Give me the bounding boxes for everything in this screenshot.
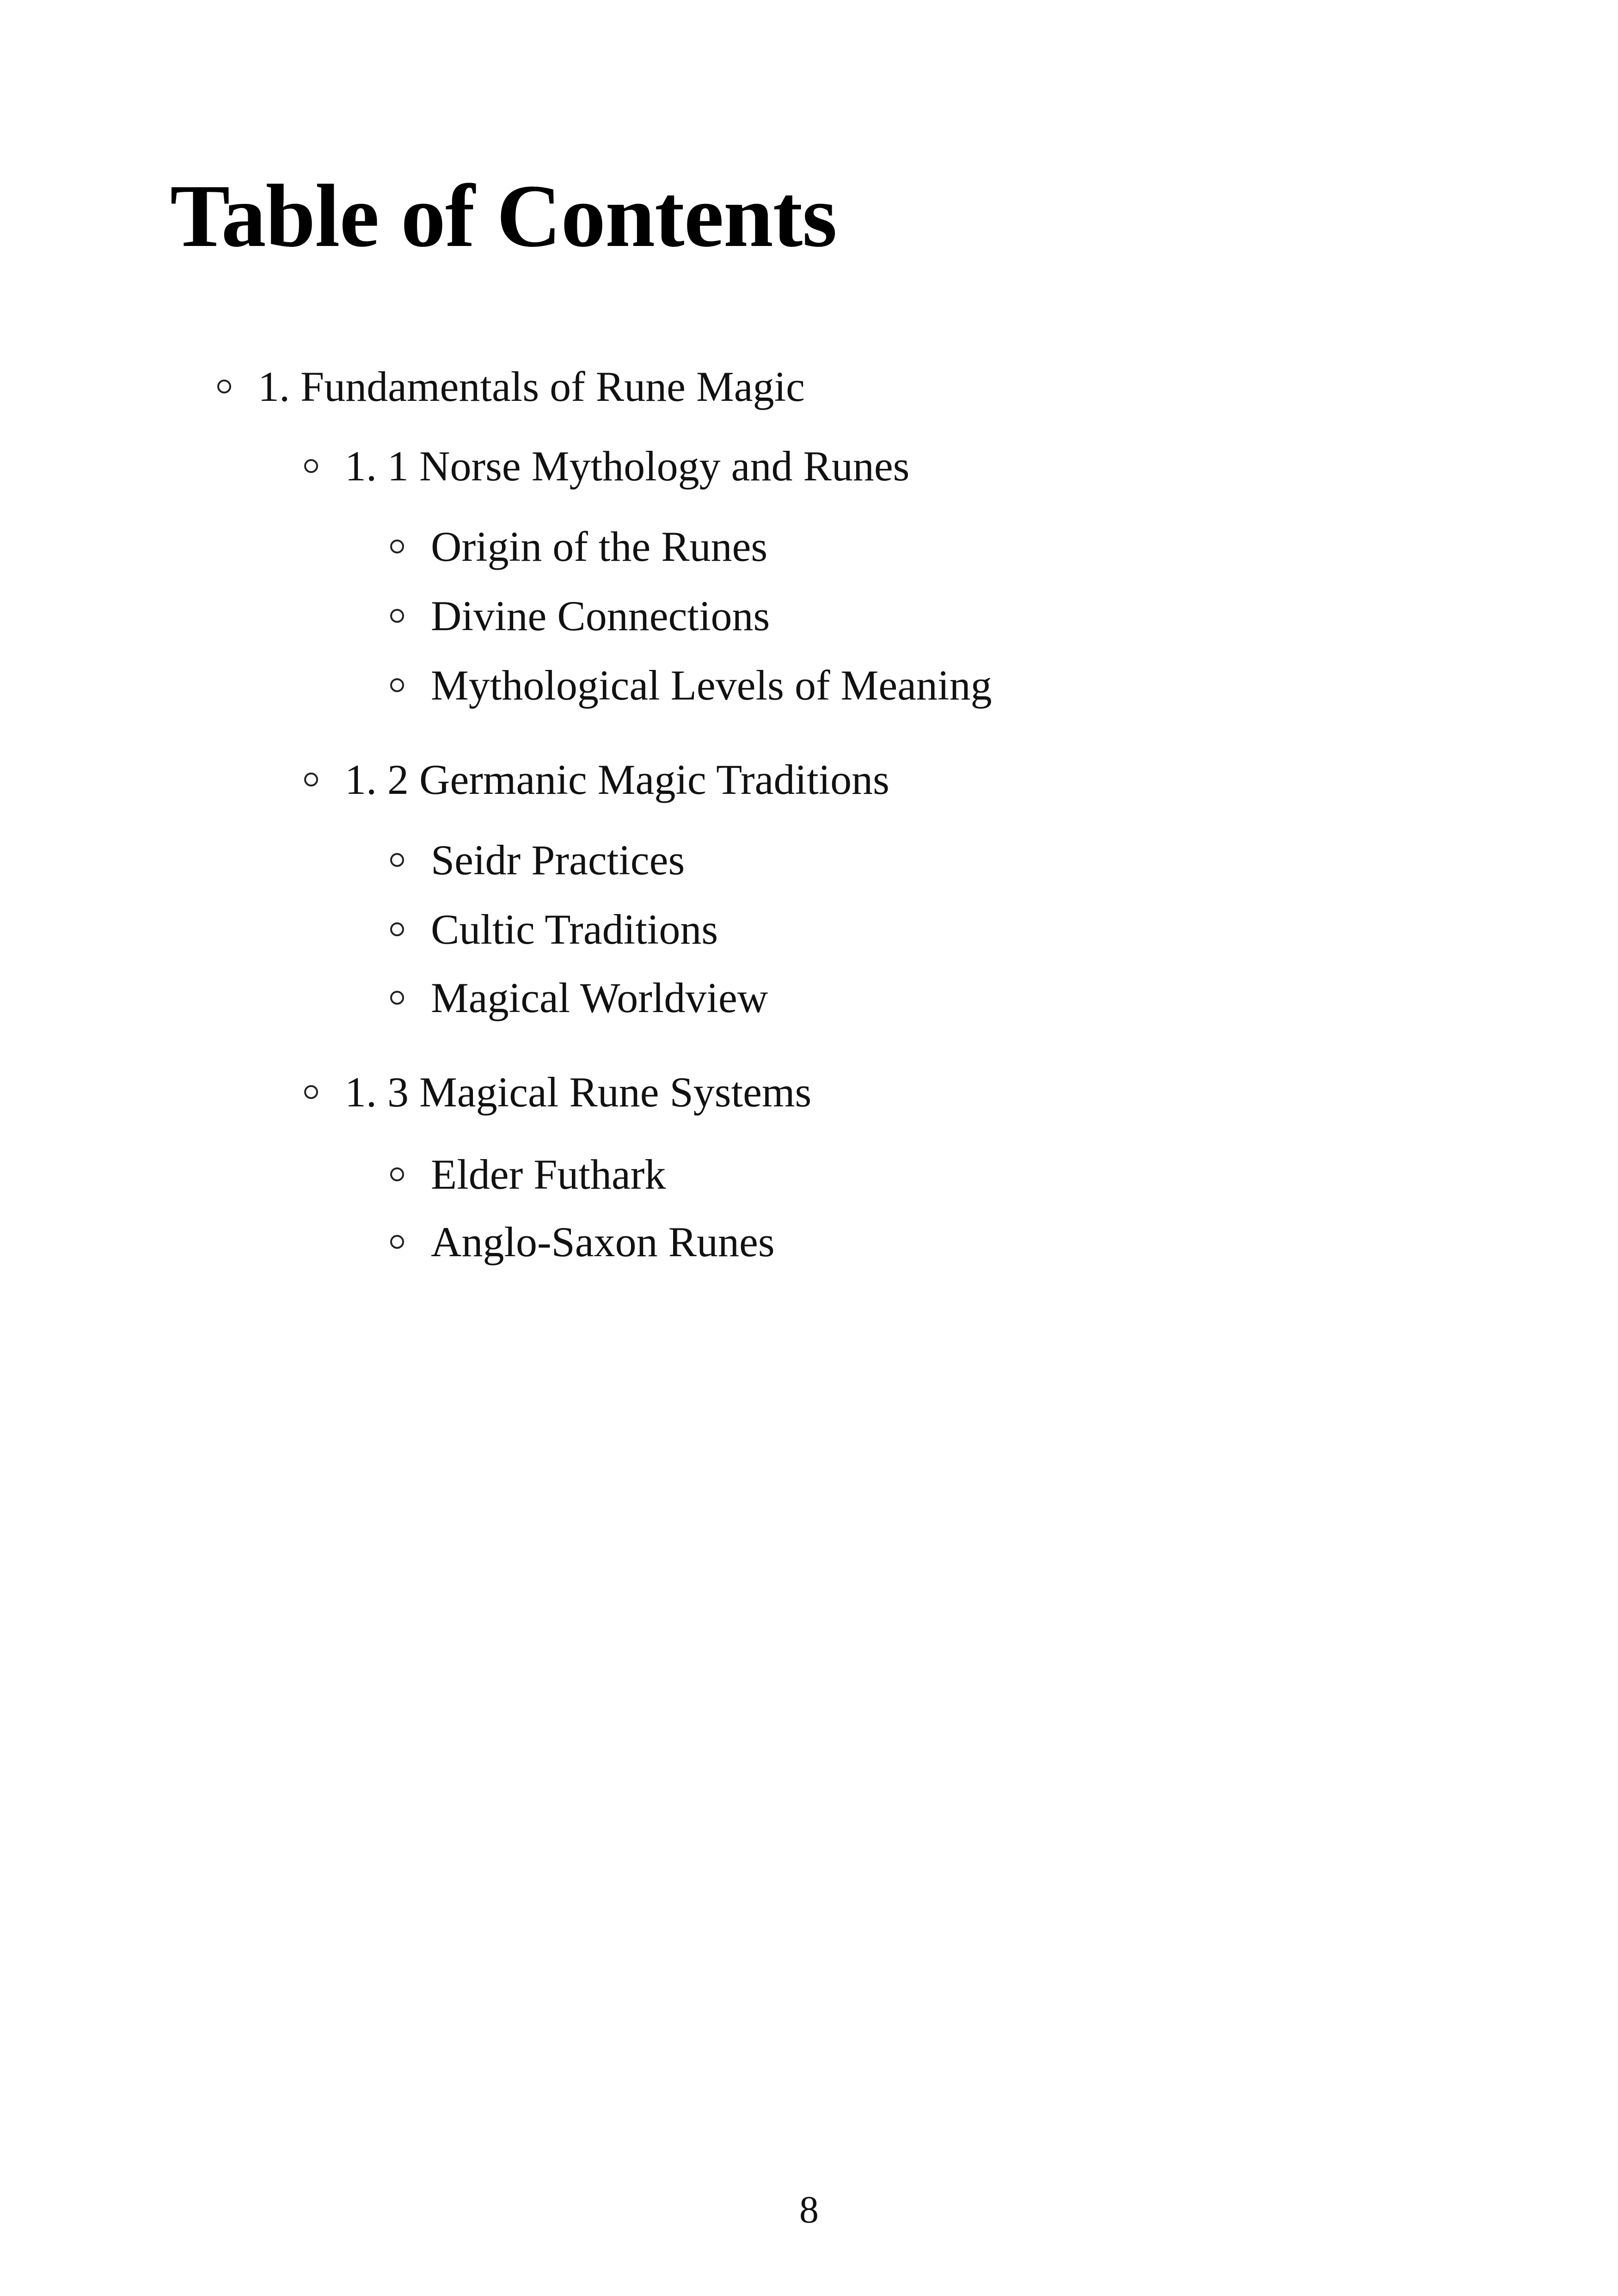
hollow-circle-bullet-icon <box>390 1167 404 1181</box>
hollow-circle-bullet-icon <box>304 459 318 473</box>
toc-subsection-label: Mythological Levels of Meaning <box>431 662 992 709</box>
toc-subsection-label: Divine Connections <box>431 592 770 639</box>
toc-subsection-label: Cultic Traditions <box>431 906 718 953</box>
hollow-circle-bullet-icon <box>390 922 404 936</box>
hollow-circle-bullet-icon <box>390 540 404 553</box>
toc-subsection-label: Magical Worldview <box>431 974 768 1021</box>
hollow-circle-bullet-icon <box>390 991 404 1005</box>
hollow-circle-bullet-icon <box>390 678 404 692</box>
hollow-circle-bullet-icon <box>390 609 404 623</box>
toc-section-1-2[interactable] <box>304 758 889 801</box>
toc-subsection-label: Elder Futhark <box>431 1151 666 1198</box>
hollow-circle-bullet-icon <box>390 1235 404 1249</box>
toc-subsection[interactable] <box>390 1218 775 1265</box>
hollow-circle-bullet-icon <box>304 1085 318 1099</box>
toc-subsection[interactable] <box>390 836 685 884</box>
toc-subsection[interactable] <box>390 592 770 639</box>
hollow-circle-bullet-icon <box>390 853 404 867</box>
toc-subsection-label: Anglo-Saxon Runes <box>431 1218 775 1265</box>
page-title: Table of Contents <box>170 166 837 265</box>
toc-subsection[interactable] <box>390 1153 666 1196</box>
hollow-circle-bullet-icon <box>217 380 231 393</box>
toc-section-1-1[interactable] <box>304 442 910 490</box>
page-number: 8 <box>799 2188 819 2231</box>
toc-subsection[interactable] <box>390 976 768 1019</box>
toc-subsection-label: Origin of the Runes <box>431 523 768 570</box>
toc-chapter-label: 1. Fundamentals of Rune Magic <box>258 363 805 410</box>
toc-subsection[interactable] <box>390 908 718 951</box>
toc-section-label: 1. 2 Germanic Magic Traditions <box>345 756 889 803</box>
toc-subsection[interactable] <box>390 662 992 709</box>
toc-chapter-1[interactable] <box>217 365 805 408</box>
hollow-circle-bullet-icon <box>304 773 318 786</box>
toc-subsection-label: Seidr Practices <box>431 836 685 884</box>
toc-section-label: 1. 3 Magical Rune Systems <box>345 1068 812 1116</box>
toc-subsection[interactable] <box>390 525 767 568</box>
toc-section-1-3[interactable] <box>304 1068 812 1116</box>
toc-section-label: 1. 1 Norse Mythology and Runes <box>345 442 910 490</box>
